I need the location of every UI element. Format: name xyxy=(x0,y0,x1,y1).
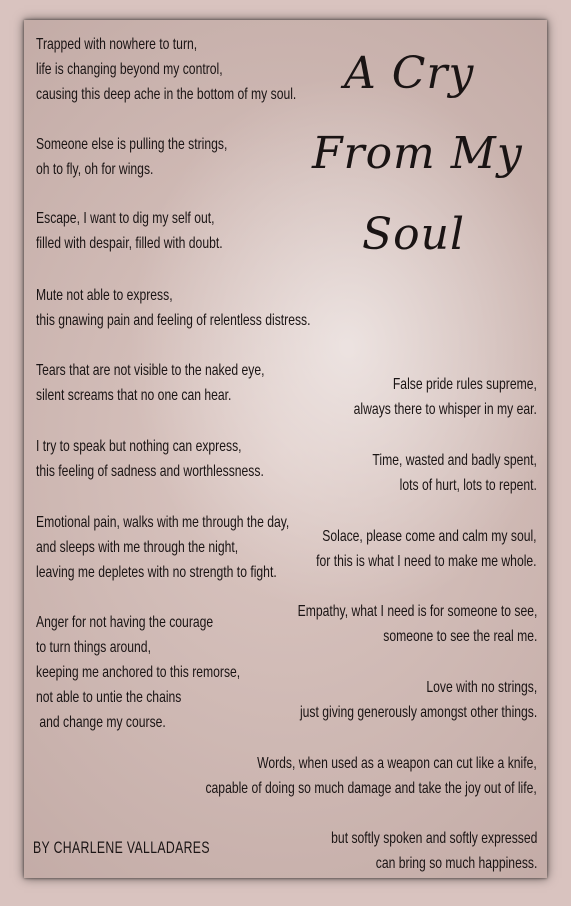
poem-line: Empathy, what I need is for someone to see, xyxy=(297,603,537,620)
right-stanza-2 xyxy=(372,448,537,498)
left-stanza-1 xyxy=(36,32,296,107)
poem-line: Someone else is pulling the strings, xyxy=(36,136,228,153)
right-stanza-6 xyxy=(206,751,537,801)
poem-line: causing this deep ache in the bottom of my soul. xyxy=(36,86,297,103)
left-stanza-5 xyxy=(36,358,265,408)
poem-line: not able to untie the chains xyxy=(36,689,182,706)
right-stanza-4 xyxy=(297,599,537,649)
poem-line: Escape, I want to dig my self out, xyxy=(36,210,215,227)
poem-line: capable of doing so much damage and take the joy out of life, xyxy=(205,780,537,797)
poem-line: I try to speak but nothing can express, xyxy=(36,438,242,455)
left-stanza-3 xyxy=(36,206,223,256)
right-stanza-7 xyxy=(331,826,537,876)
poem-line: False pride rules supreme, xyxy=(393,376,537,393)
poem-line: and change my course. xyxy=(36,714,166,731)
poem-title-line-1: A Cry xyxy=(344,48,475,99)
poem-line: always there to whisper in my ear. xyxy=(353,401,537,418)
right-stanza-3 xyxy=(317,524,537,574)
poem-line: can bring so much happiness. xyxy=(375,855,537,872)
poem-line: Anger for not having the courage xyxy=(36,614,214,631)
poem-line: Love with no strings, xyxy=(426,679,537,696)
right-stanza-1 xyxy=(354,372,537,422)
right-stanza-5 xyxy=(300,675,537,725)
poem-line: lots of hurt, lots to repent. xyxy=(399,477,537,494)
poem-line: to turn things around, xyxy=(36,639,151,656)
left-stanza-2 xyxy=(36,132,227,182)
poem-line: silent screams that no one can hear. xyxy=(36,387,232,404)
left-stanza-4 xyxy=(36,283,311,333)
poem-line: life is changing beyond my control, xyxy=(36,61,223,78)
author-byline: BY CHARLENE VALLADARES xyxy=(33,838,210,857)
poem-line: Mute not able to express, xyxy=(36,287,173,304)
left-stanza-7 xyxy=(36,510,289,585)
poem-line: Emotional pain, walks with me through the day, xyxy=(36,514,290,531)
poem-line: just giving generously amongst other things. xyxy=(299,704,537,721)
poem-line: Solace, please come and calm my soul, xyxy=(322,528,537,545)
poem-line: Tears that are not visible to the naked eye, xyxy=(36,362,265,379)
poem-line: someone to see the real me. xyxy=(382,628,537,645)
poem-title-line-2: From My xyxy=(312,128,523,179)
poem-line: filled with despair, filled with doubt. xyxy=(36,235,223,252)
poem-line: but softly spoken and softly expressed xyxy=(330,830,537,847)
poem-line: Words, when used as a weapon can cut like a knife, xyxy=(257,755,537,772)
poem-line: this feeling of sadness and worthlessness. xyxy=(36,463,264,480)
poem-line: Trapped with nowhere to turn, xyxy=(36,36,198,53)
left-stanza-8 xyxy=(36,610,240,735)
poem-line: oh to fly, oh for wings. xyxy=(36,161,154,178)
poem-title-line-3: Soul xyxy=(362,209,466,260)
poem-line: Time, wasted and badly spent, xyxy=(372,452,537,469)
poem-line: leaving me depletes with no strength to fight. xyxy=(36,564,277,581)
poem-line: keeping me anchored to this remorse, xyxy=(36,664,241,681)
poem-line: for this is what I need to make me whole. xyxy=(316,553,537,570)
left-stanza-6 xyxy=(36,434,264,484)
poem-line: and sleeps with me through the night, xyxy=(36,539,239,556)
poem-line: this gnawing pain and feeling of relentless distress. xyxy=(36,312,311,329)
poem-page xyxy=(24,20,547,878)
